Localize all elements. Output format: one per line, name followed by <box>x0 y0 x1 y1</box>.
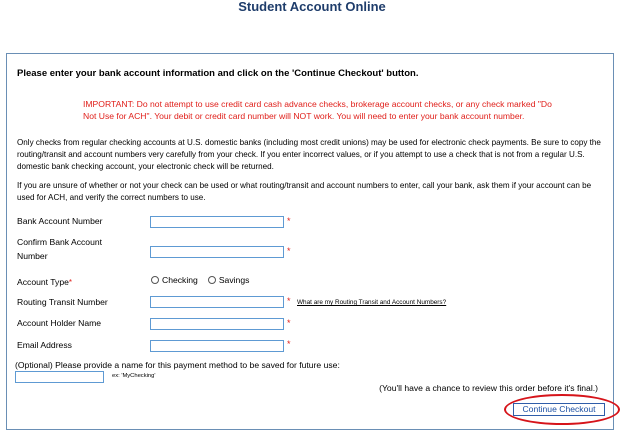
save-name-label: (Optional) Please provide a name for this payment method to be saved for future use: <box>15 360 340 370</box>
required-marker: * <box>287 216 291 226</box>
account-type-radio-group <box>151 275 249 285</box>
account-holder-label: Account Holder Name <box>17 318 102 328</box>
app-title: Student Account Online <box>238 0 386 14</box>
important-notice: IMPORTANT: Do not attempt to use credit card cash advance checks, brokerage account checks, or any check marked "Do Not Use for ACH". Your debit or credit card number will NOT work. You will need to enter your bank account number. <box>83 99 552 121</box>
required-marker: * <box>287 318 291 328</box>
required-marker: * <box>287 246 291 256</box>
account-type-label <box>17 277 72 287</box>
routing-number-input[interactable] <box>150 296 284 308</box>
confirm-account-label <box>17 237 102 265</box>
form-heading: Please enter your bank account information and click on the 'Continue Checkout' button. <box>17 68 419 79</box>
bank-account-number-input[interactable] <box>150 216 284 228</box>
routing-help-link[interactable]: What are my Routing Transit and Account Numbers? <box>297 299 447 306</box>
review-note: (You'll have a chance to review this order before it's final.) <box>379 383 598 393</box>
confirm-account-input[interactable] <box>150 246 284 258</box>
account-type-label-text: Account Type <box>17 277 69 287</box>
required-marker: * <box>68 278 73 287</box>
checking-radio-label[interactable]: Checking <box>162 275 198 285</box>
routing-number-label: Routing Transit Number <box>17 297 108 307</box>
save-name-input[interactable] <box>15 371 104 383</box>
required-marker: * <box>287 296 291 306</box>
savings-radio-label[interactable]: Savings <box>218 275 250 285</box>
confirm-account-label-line1: Confirm Bank Account <box>17 237 103 247</box>
info-paragraph-1: Only checks from regular checking accounts at U.S. domestic banks (including most credit unions) may be used for electronic check payments. Be sure to copy the routing/transit and account numbers very carefully from your check. If you enter incorrect values, or if you attempt to use a check that is not from a regular U.S. domestic bank checking account, your electronic check will be returned. <box>17 138 601 172</box>
email-label: Email Address <box>17 340 72 350</box>
required-marker: * <box>287 339 291 349</box>
email-input[interactable] <box>150 340 284 352</box>
bank-account-panel <box>6 53 614 430</box>
checking-radio[interactable] <box>151 276 159 284</box>
confirm-account-label-line2: Number <box>17 251 48 261</box>
continue-checkout-button[interactable]: Continue Checkout <box>513 403 605 416</box>
save-name-hint: ex: 'MyChecking' <box>112 373 156 379</box>
account-holder-input[interactable] <box>150 318 284 330</box>
savings-radio[interactable] <box>208 276 216 284</box>
info-paragraph-2: If you are unsure of whether or not your check can be used or what routing/transit and account numbers to enter, call your bank, ask them if your account can be used for ACH, and verify the correct numbers to use. <box>17 181 592 203</box>
bank-account-number-label: Bank Account Number <box>17 216 103 226</box>
